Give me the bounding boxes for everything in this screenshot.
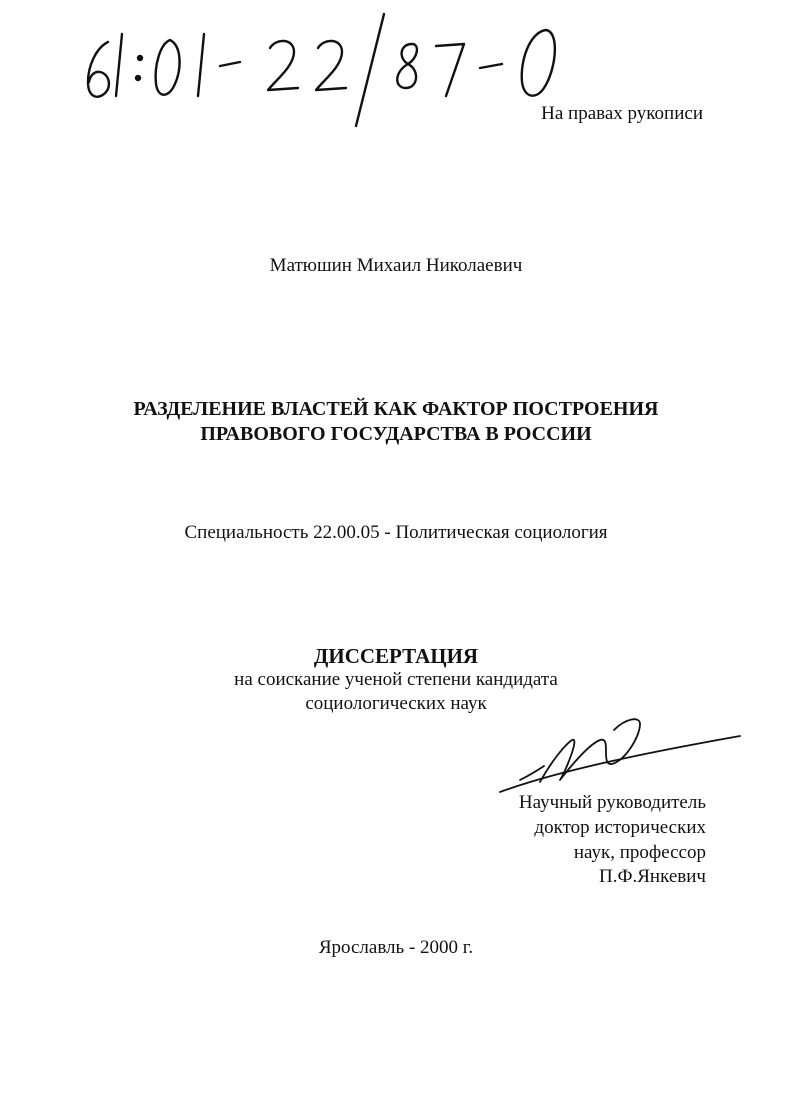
dissertation-title-line-1: РАЗДЕЛЕНИЕ ВЛАСТЕЙ КАК ФАКТОР ПОСТРОЕНИЯ <box>133 398 659 420</box>
author-name: Матюшин Михаил Николаевич <box>269 255 523 276</box>
supervisor-label: Научный руководитель <box>518 792 706 813</box>
degree-heading: ДИССЕРТАЦИЯ <box>313 644 479 668</box>
dissertation-title-line-2: ПРАВОВОГО ГОСУДАРСТВА В РОССИИ <box>200 423 592 445</box>
degree-line-2: социологических наук <box>305 693 487 714</box>
manuscript-rights-label: На правах рукописи <box>541 103 703 124</box>
supervisor-title: наук, профессор <box>573 842 706 863</box>
supervisor-degree: доктор исторических <box>534 817 706 838</box>
degree-line-1: на соискание ученой степени кандидата <box>234 669 558 690</box>
specialty-line: Специальность 22.00.05 - Политическая социология <box>184 522 608 543</box>
place-and-year: Ярославль - 2000 г. <box>318 937 474 958</box>
supervisor-name: П.Ф.Янкевич <box>599 866 706 887</box>
